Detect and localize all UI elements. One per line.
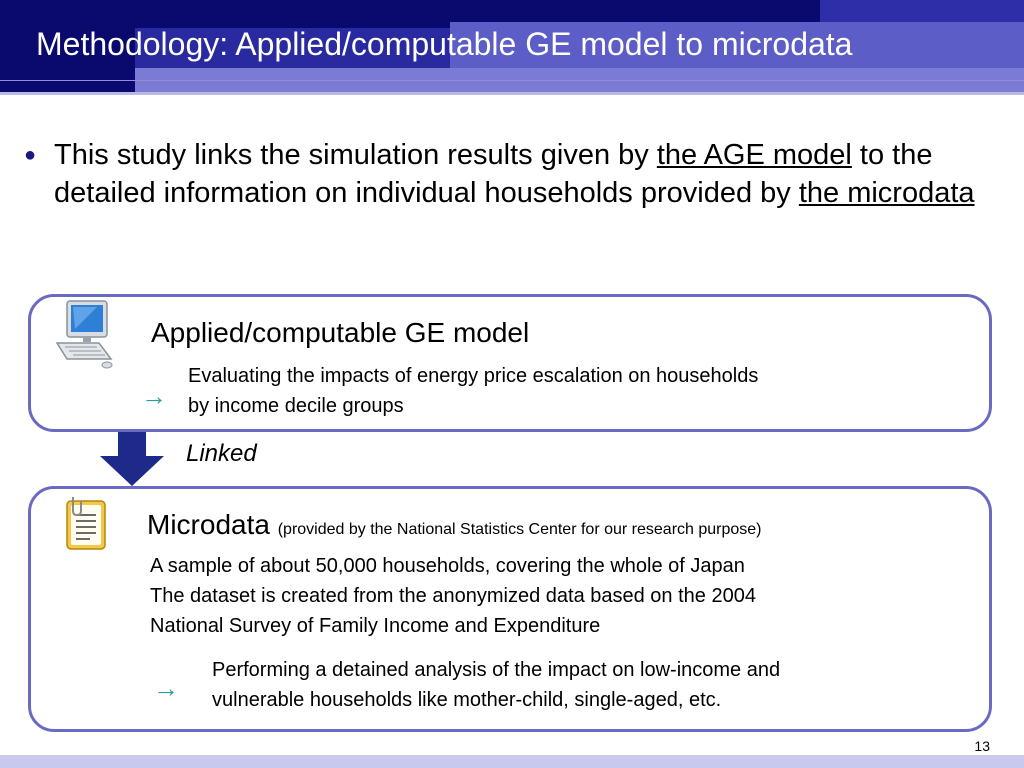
age-arrow-icon: → [141, 381, 167, 411]
age-box-title: Applied/computable GE model [151, 317, 530, 348]
age-box-description: Evaluating the impacts of energy price escalation on households by income decile groups [188, 365, 759, 417]
bullet-dot-icon: ● [24, 144, 37, 166]
bullet-text: This study links the simulation results given by the AGE model to the detailed information on individual households provided by the microdata [54, 139, 975, 209]
microdata-box-title: Microdata (provided by the National Statistics Center for our research purpose) [147, 509, 762, 540]
microdata-source-note: (provided by the National Statistics Center for our research purpose) [277, 521, 762, 538]
microdata-box [28, 486, 992, 732]
age-model-box [28, 294, 992, 432]
footer-bar [0, 755, 1024, 768]
microdata-analysis-text: Performing a detained analysis of the impact on low-income and vulnerable households like mother-child, single-aged, etc. [212, 659, 781, 711]
linked-label: Linked [186, 440, 257, 467]
microdata-description: A sample of about 50,000 households, covering the whole of Japan The dataset is created from the anonymized data based on the 2004 National Survey of Family Income and Expenditure [150, 555, 756, 637]
age-model-link-text: the AGE model [656, 139, 852, 171]
slide-title: Methodology: Applied/computable GE model to microdata [36, 26, 853, 62]
computer-icon [53, 299, 115, 371]
microdata-arrow-icon: → [153, 673, 179, 703]
document-icon [63, 495, 111, 553]
down-arrow-icon [100, 432, 164, 486]
microdata-link-text: the microdata [798, 177, 975, 209]
title-divider [0, 92, 1024, 95]
page-number: 13 [974, 738, 990, 754]
main-bullet [20, 136, 1010, 212]
title-banner [0, 0, 1024, 92]
